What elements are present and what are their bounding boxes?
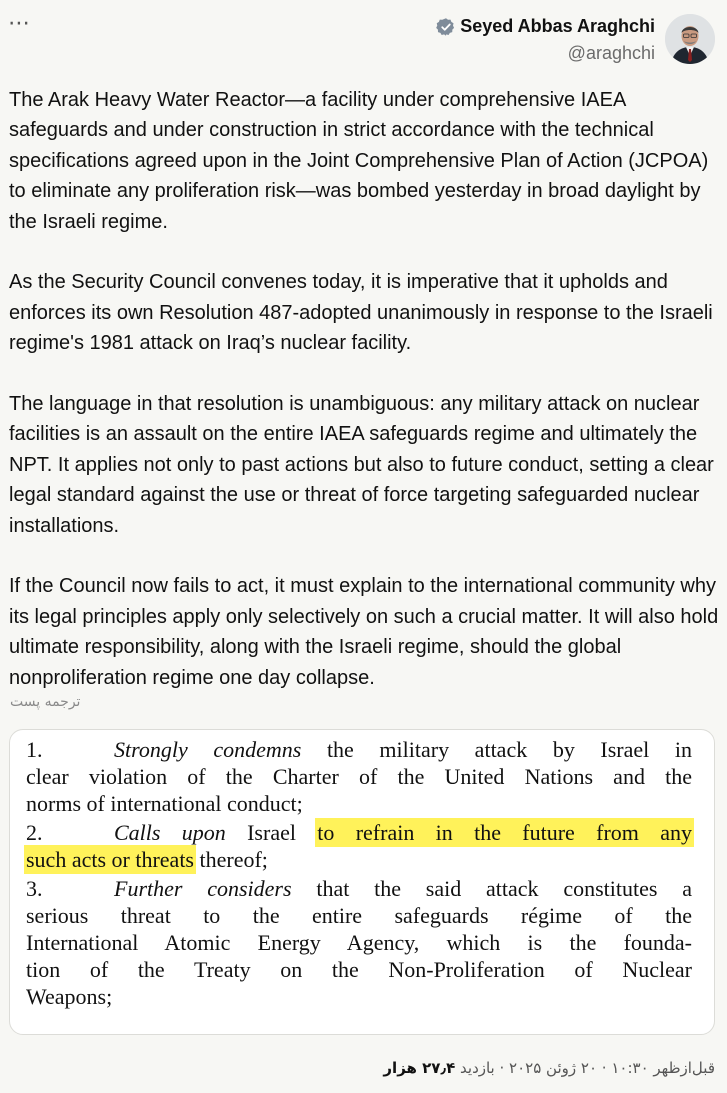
- tweet-paragraph-1: The Arak Heavy Water Reactor—a facility under comprehensive IAEA safeguards and under construction in strict accordance with the technical specifications agreed upon in the Joint Comprehensive Plan of Action (JCPOA) to eliminate any proliferation risk—was bombed yesterday in broad daylight by the Israeli regime.: [9, 89, 709, 233]
- tweet-paragraph-3: The language in that resolution is unambiguous: any military attack on nuclear facilities is an assault on the entire IAEA safeguards regime and ultimately the NPT. It applies not only to past actions but also to future conduct, setting a clear legal standard against the use or threat of force targeting safeguarded nuclear installations.: [9, 393, 714, 537]
- author-name[interactable]: Seyed Abbas Araghchi: [460, 16, 655, 36]
- avatar[interactable]: [665, 14, 715, 64]
- highlighted-text: to refrain in the future from any: [317, 820, 692, 845]
- translate-post-link[interactable]: ترجمه پست: [10, 694, 81, 710]
- tweet-meta: قبل‌ازظهر ۱۰:۳۰ · ۲۰ ژوئن ۲۰۲۵ · بازدید ۲۷٫۴ هزار: [383, 1059, 715, 1077]
- resolution-item-2: 2. Calls upon Israel to refrain in the future from any such acts or threats thereof;: [26, 820, 692, 872]
- views-label: بازدید: [460, 1059, 495, 1077]
- tweet-header: [436, 14, 715, 64]
- highlighted-text: such acts or threats: [26, 847, 194, 872]
- tweet-date[interactable]: ۲۰ ژوئن ۲۰۲۵: [509, 1059, 598, 1077]
- tweet-paragraph-4: If the Council now fails to act, it must explain to the international community why its legal principles apply only selectively on such a crucial matter. It will also hold ultimate responsibility, along with the Israeli regime, should the global nonproliferation regime one day collapse.: [9, 575, 719, 689]
- attached-document-image[interactable]: [9, 729, 715, 1035]
- tweet-text: [9, 85, 721, 693]
- views-count: ۲۷٫۴ هزار: [383, 1059, 456, 1077]
- tweet-paragraph-2: As the Security Council convenes today, it is imperative that it upholds and enforces its own Resolution 487-adopted unanimously in response to the Israeli regime's 1981 attack on Iraq’s nuclear facility.: [9, 271, 713, 355]
- author-identity: [436, 14, 655, 64]
- resolution-item-3: 3. Further considers that the said attack constitutes a serious threat to the entire safeguards régime of the International Atomic Energy Agency, which is the founda- tion of the Treaty on the Non-Proliferation of Nuclear Weapons;: [26, 876, 692, 1009]
- resolution-excerpt: [26, 736, 692, 1012]
- tweet-time[interactable]: قبل‌ازظهر ۱۰:۳۰: [611, 1059, 715, 1077]
- verified-badge-icon: [436, 17, 456, 37]
- avatar-portrait-icon: [665, 14, 715, 64]
- resolution-item-1: 1. Strongly condemns the military attack by Israel in clear violation of the Charter of the United Nations and the norms of international conduct;: [26, 737, 692, 816]
- more-options-icon[interactable]: ⋯: [8, 10, 31, 35]
- author-name-row[interactable]: [436, 16, 655, 37]
- author-handle[interactable]: @araghchi: [567, 43, 655, 63]
